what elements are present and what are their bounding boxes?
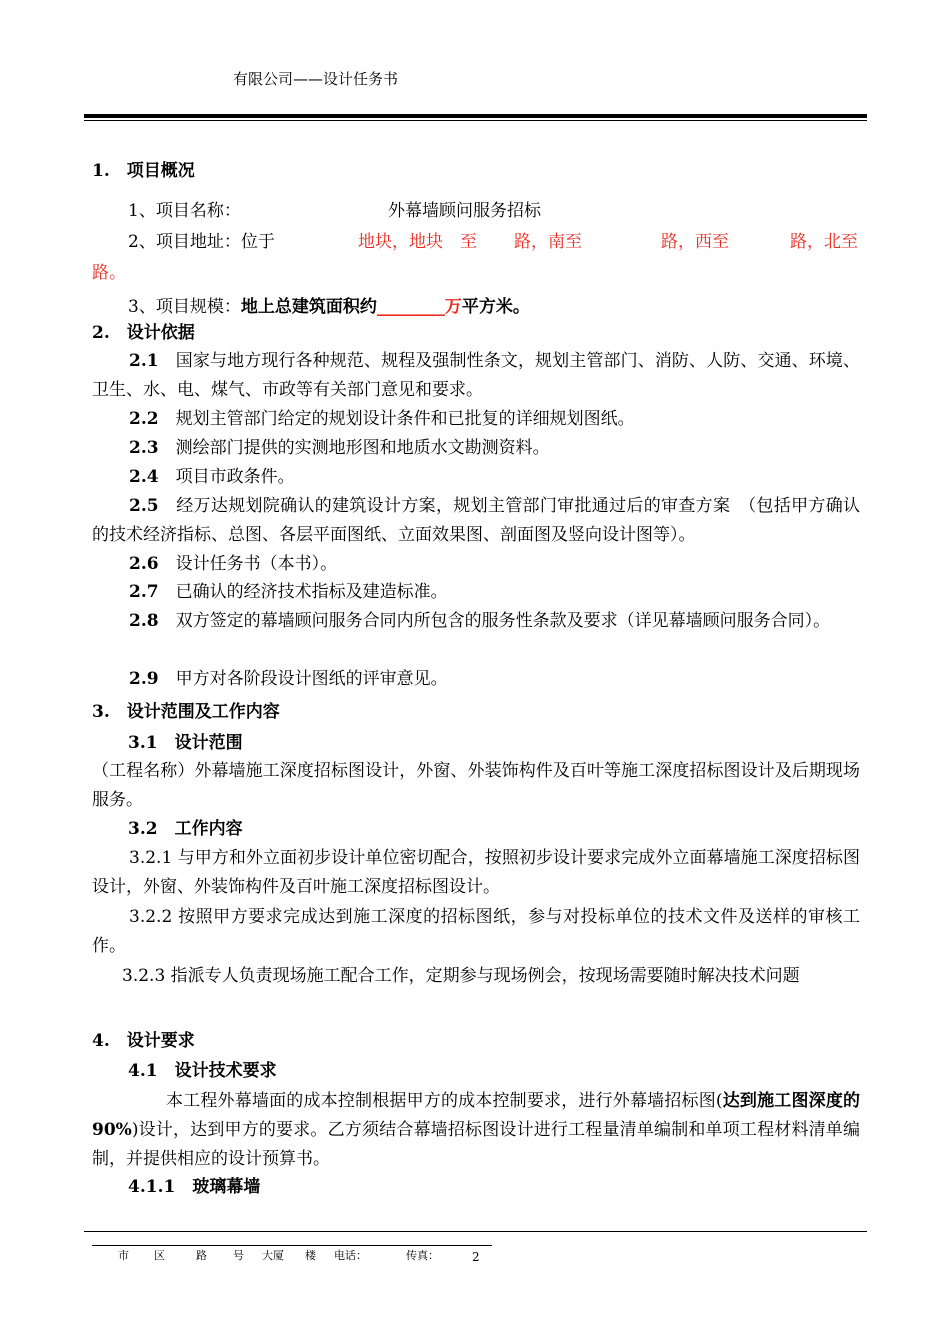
header-rule-thick (84, 114, 867, 118)
address-part: 路，北至 (790, 232, 858, 252)
address-part: 路，西至 (661, 232, 729, 252)
footer-city: 市 (118, 1249, 129, 1262)
address-part: 地块，地块 至 (358, 232, 477, 252)
design-scope-text: （工程名称）外幕墙施工深度招标图设计，外窗、外装饰构件及百叶等施工深度招标图设计及后期现场服务。 (92, 761, 860, 810)
header-rule-thin (84, 120, 867, 121)
basis-item (92, 550, 860, 579)
footer-fax: 传真： (406, 1249, 439, 1262)
work-item-3-2-1: 3.2.1 与甲方和外立面初步设计单位密切配合，按照初步设计要求完成外立面幕墙施工深度招标图设计，外窗、外装饰构件及百叶施工深度招标图设计。 (92, 848, 860, 897)
section-4-heading: 4. 设计要求 (92, 1031, 195, 1051)
basis-item-num: 2.3 (129, 438, 159, 458)
basis-item-text: 已确认的经济技术指标及建造标准。 (175, 582, 448, 602)
basis-item-num: 2.4 (129, 467, 159, 487)
project-name-label: 1、项目名称： (128, 201, 241, 221)
project-scale-text: 地上总建筑面积约 (240, 297, 377, 317)
req-text-c: )设计，达到甲方的要求。乙方须结合幕墙招标图设计进行工程量清单编制和单项工程材料清单编制，并提供相应的设计预算书。 (92, 1120, 860, 1169)
address-part: 路，南至 (514, 232, 582, 252)
design-requirements-text (92, 1087, 860, 1174)
section-3-heading: 3. 设计范围及工作内容 (92, 702, 280, 722)
basis-item (92, 578, 860, 607)
basis-item-text: 国家与地方现行各种规范、规程及强制性条文，规划主管部门、消防、人防、交通、环境、卫生、水、电、煤气、市政等有关部门意见和要求。 (92, 351, 861, 400)
basis-item-text: 设计任务书（本书）。 (175, 554, 338, 574)
project-scale-blank: ________ (376, 297, 445, 317)
page-number: 2 (472, 1250, 480, 1264)
section-3-1-heading: 3.1 设计范围 (128, 733, 243, 753)
footer-building: 大厦 (262, 1249, 284, 1262)
basis-item (92, 607, 860, 636)
address-end: 路。 (92, 263, 126, 283)
basis-item-num: 2.7 (129, 582, 159, 602)
section-4-1-1-heading: 4.1.1 玻璃幕墙 (128, 1177, 261, 1197)
basis-item (92, 665, 860, 694)
basis-item (92, 347, 860, 405)
footer-number: 号 (233, 1249, 244, 1262)
project-scale (128, 297, 530, 317)
footer-underline (92, 1245, 492, 1246)
footer-district: 区 (154, 1249, 165, 1262)
project-address-label: 2、项目地址：位于 (128, 232, 275, 252)
basis-item-text: 甲方对各阶段设计图纸的评审意见。 (175, 669, 448, 689)
project-scale-unit: 万 (444, 297, 462, 317)
basis-item-num: 2.9 (129, 669, 159, 689)
basis-item (92, 405, 860, 434)
footer-phone: 电话： (334, 1249, 367, 1262)
basis-item-text: 规划主管部门给定的规划设计条件和已批复的详细规划图纸。 (175, 409, 635, 429)
basis-item-num: 2.2 (129, 409, 159, 429)
basis-item (92, 463, 860, 492)
basis-item-text: 测绘部门提供的实测地形图和地质水文勘测资料。 (175, 438, 550, 458)
work-item-3-2-3: 3.2.3 指派专人负责现场施工配合工作，定期参与现场例会，按现场需要随时解决技术问题 (122, 966, 800, 986)
project-name-value: 外幕墙顾问服务招标 (388, 201, 541, 221)
basis-item (92, 492, 860, 550)
footer-road: 路 (196, 1249, 207, 1262)
basis-item (92, 434, 860, 463)
project-scale-label: 3、项目规模： (128, 297, 241, 317)
header-title: 有限公司——设计任务书 (233, 70, 399, 88)
footer-rule (84, 1231, 867, 1232)
basis-item-text: 项目市政条件。 (175, 467, 295, 487)
req-text-a: 本工程外幕墙面的成本控制根据甲方的成本控制要求，进行外幕墙招标图( (166, 1091, 723, 1111)
footer-floor: 楼 (305, 1249, 316, 1262)
section-4-1-heading: 4.1 设计技术要求 (128, 1061, 277, 1081)
basis-item-text: 双方签定的幕墙顾问服务合同内所包含的服务性条款及要求（详见幕墙顾问服务合同）。 (175, 611, 831, 631)
section-2-heading: 2. 设计依据 (92, 323, 195, 343)
basis-item-num: 2.1 (129, 351, 159, 371)
req-text-bold: 达到施工图深度的90% (92, 1091, 861, 1140)
section-1-heading: 1. 项目概况 (92, 161, 195, 181)
work-item-3-2-2: 3.2.2 按照甲方要求完成达到施工深度的招标图纸，参与对投标单位的技术文件及送样的审核工作。 (92, 907, 860, 956)
basis-item-text: 经万达规划院确认的建筑设计方案，规划主管部门审批通过后的审查方案 （包括甲方确认的技术经济指标、总图、各层平面图纸、立面效果图、剖面图及竖向设计图等）。 (92, 496, 861, 545)
basis-item-num: 2.6 (129, 554, 159, 574)
basis-item-num: 2.8 (129, 611, 159, 631)
project-scale-tail: 平方米。 (461, 297, 530, 317)
basis-item-num: 2.5 (129, 496, 159, 516)
section-3-2-heading: 3.2 工作内容 (128, 819, 243, 839)
